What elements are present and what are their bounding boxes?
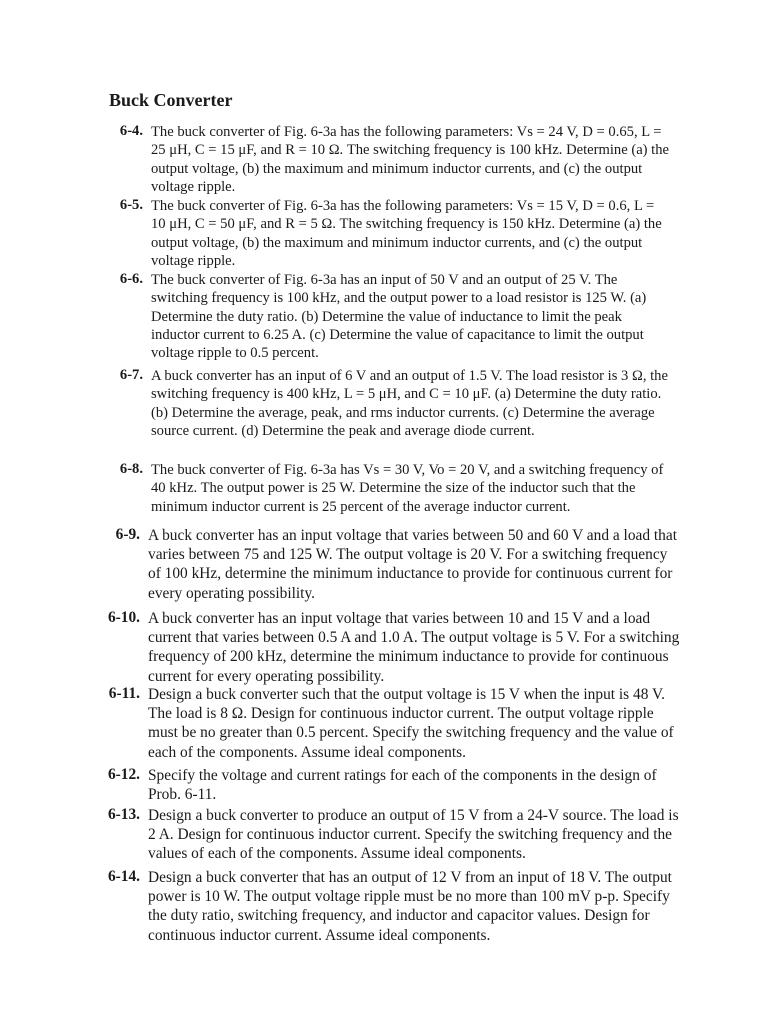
problem-number: 6-8. <box>119 461 143 477</box>
problem-number: 6-14. <box>107 868 140 885</box>
problem-item <box>100 609 680 686</box>
section-title: Buck Converter <box>109 90 233 110</box>
problem-number: 6-13. <box>107 806 140 823</box>
problem-number: 6-7. <box>119 367 143 383</box>
problem-text: Design a buck converter that has an output of 12 V from an input of 18 V. The output power is 10 W. The output voltage ripple must be no more than 100 mV p-p. Specify the duty ratio, switching frequency, and inductor and capacitor values. Design for continuous inductor current. Assume ideal components. <box>148 869 672 944</box>
problem-text: The buck converter of Fig. 6-3a has the following parameters: Vs = 15 V, D = 0.6, L = 10 μH, C = 50 μF, and R = 5 Ω. The switching frequency is 150 kHz. Determine (a) the output voltage, (b) the maximum and minimum inductor currents, and (c) the output voltage ripple. <box>151 198 662 269</box>
problem-item <box>109 461 669 516</box>
problem-text: Design a buck converter such that the output voltage is 15 V when the input is 48 V. The load is 8 Ω. Design for continuous inductor current. The output voltage ripple must be no greater than 0.5 percent. Specify the switching frequency and the value of each of the components. Assume ideal components. <box>148 686 674 761</box>
problem-item <box>100 526 680 603</box>
problem-item <box>100 806 680 864</box>
problem-item <box>109 197 669 270</box>
problem-number: 6-4. <box>119 123 143 139</box>
problem-text: A buck converter has an input of 6 V and an output of 1.5 V. The load resistor is 3 Ω, the switching frequency is 400 kHz, L = 5 μH, and C = 10 μF. (a) Determine the duty ratio. (b) Determine the average, peak, and rms inductor currents. (c) Determine the average source current. (d) Determine the peak and average diode current. <box>151 368 668 439</box>
problem-item <box>109 123 669 196</box>
problem-number: 6-6. <box>119 271 143 287</box>
problem-text: The buck converter of Fig. 6-3a has Vs = 30 V, Vo = 20 V, and a switching frequency of 40 kHz. The output power is 25 W. Determine the size of the inductor such that the minimum inductor current is 25 percent of the average inductor current. <box>151 462 664 515</box>
problem-text: A buck converter has an input voltage that varies between 10 and 15 V and a load current that varies between 0.5 A and 1.0 A. The output voltage is 5 V. For a switching frequency of 200 kHz, determine the minimum inductance to provide for continuous current for every operating possibility. <box>148 610 680 685</box>
problem-item <box>109 271 669 362</box>
problem-number: 6-5. <box>119 197 143 213</box>
problem-text: A buck converter has an input voltage that varies between 50 and 60 V and a load that varies between 75 and 125 W. The output voltage is 20 V. For a switching frequency of 100 kHz, determine the minimum inductance to provide for continuous current for every operating possibility. <box>148 527 677 602</box>
problem-number: 6-11. <box>108 685 140 702</box>
problem-number: 6-10. <box>107 609 140 626</box>
problem-text: The buck converter of Fig. 6-3a has an input of 50 V and an output of 25 V. The switching frequency is 100 kHz, and the output power to a load resistor is 125 W. (a) Determine the duty ratio. (b) Determine the value of inductance to limit the peak inductor current to 6.25 A. (c) Determine the value of capacitance to limit the output voltage ripple to 0.5 percent. <box>151 272 647 362</box>
problem-item <box>100 868 680 945</box>
problem-number: 6-9. <box>115 526 140 543</box>
problem-item <box>100 685 680 762</box>
problem-text: Design a buck converter to produce an output of 15 V from a 24-V source. The load is 2 A. Design for continuous inductor current. Specify the switching frequency and the values of each of the components. Assume ideal components. <box>148 807 679 863</box>
problem-item <box>109 367 669 440</box>
problem-number: 6-12. <box>107 766 140 783</box>
problem-item <box>100 766 680 804</box>
problem-text: Specify the voltage and current ratings for each of the components in the design of Prob. 6-11. <box>148 767 657 804</box>
problem-text: The buck converter of Fig. 6-3a has the following parameters: Vs = 24 V, D = 0.65, L = 25 μH, C = 15 μF, and R = 10 Ω. The switching frequency is 100 kHz. Determine (a) the output voltage, (b) the maximum and minimum inductor currents, and (c) the output voltage ripple. <box>151 124 670 195</box>
